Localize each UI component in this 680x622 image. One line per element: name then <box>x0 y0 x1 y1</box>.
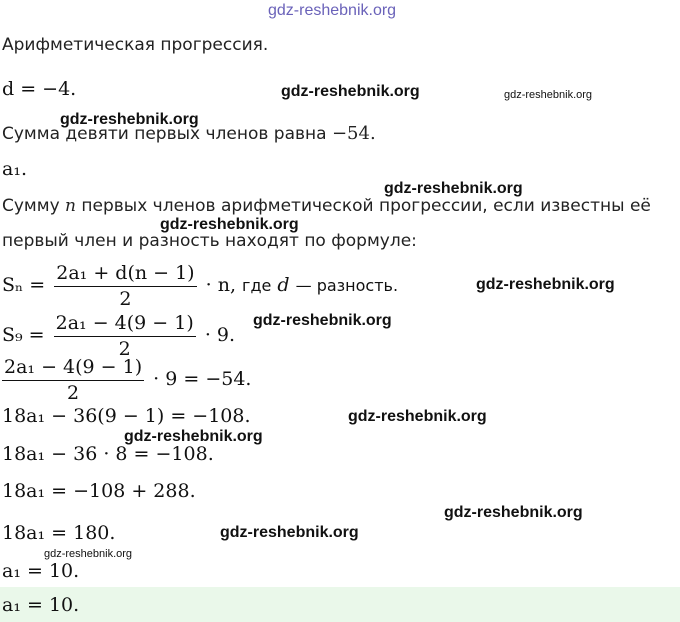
formula-where: где <box>242 276 272 295</box>
explanation-n: n <box>65 196 76 216</box>
equation-6: a₁ = 10. <box>2 560 80 582</box>
equation-1 <box>2 356 251 404</box>
eq1-tail: · 9 = −54. <box>153 368 252 390</box>
sum-value: −54. <box>331 123 376 144</box>
watermark: gdz-reshebnik.org <box>60 111 199 128</box>
eq1-numerator: 2a₁ − 4(9 − 1) <box>2 356 144 381</box>
formula-dash: — разность. <box>295 276 399 295</box>
watermark: gdz-reshebnik.org <box>476 276 615 293</box>
formula-denominator: 2 <box>119 288 132 310</box>
formula-lhs: Sₙ = <box>2 274 46 296</box>
find-a1: a₁. <box>2 158 27 180</box>
sum-formula <box>2 262 398 310</box>
watermark: gdz-reshebnik.org <box>253 312 392 329</box>
watermark: gdz-reshebnik.org <box>444 504 583 521</box>
watermark: gdz-reshebnik.org <box>220 524 359 541</box>
sum-text: Сумма девяти первых членов равна <box>2 124 327 144</box>
s9-numerator: 2a₁ − 4(9 − 1) <box>54 312 196 337</box>
watermark: gdz-reshebnik.org <box>44 548 133 560</box>
explanation-line2: первый член и разность находят по формуле: <box>2 231 417 251</box>
answer-box <box>0 587 680 622</box>
formula-numerator: 2a₁ + d(n − 1) <box>54 262 196 287</box>
watermark: gdz-reshebnik.org <box>281 83 420 100</box>
watermark: gdz-reshebnik.org <box>504 89 593 101</box>
s9-lhs: S₉ = <box>2 324 45 346</box>
watermark: gdz-reshebnik.org <box>160 216 299 233</box>
explanation-word: Сумму <box>2 196 60 216</box>
watermark-top: gdz-reshebnik.org <box>268 2 397 19</box>
heading: Арифметическая прогрессия. <box>2 35 269 55</box>
watermark: gdz-reshebnik.org <box>348 408 487 425</box>
equation-2: 18a₁ − 36(9 − 1) = −108. <box>2 405 251 427</box>
watermark: gdz-reshebnik.org <box>124 428 263 445</box>
s9-fraction <box>54 312 196 360</box>
s9-denominator: 2 <box>118 338 131 360</box>
given-d: d = −4. <box>2 78 77 100</box>
explanation-line1 <box>2 196 651 216</box>
s9-formula <box>2 312 235 360</box>
answer: a₁ = 10. <box>2 594 80 616</box>
formula-fraction <box>54 262 196 310</box>
formula-tail: · n, <box>205 274 236 296</box>
eq1-fraction <box>2 356 144 404</box>
explanation-rest: первых членов арифметической прогрессии, если известны её <box>81 196 651 216</box>
equation-5: 18a₁ = 180. <box>2 522 116 544</box>
watermark: gdz-reshebnik.org <box>384 180 523 197</box>
equation-4: 18a₁ = −108 + 288. <box>2 480 196 502</box>
formula-d: d <box>277 274 290 296</box>
equation-3: 18a₁ − 36 · 8 = −108. <box>2 443 214 465</box>
s9-tail: · 9. <box>204 324 236 346</box>
eq1-denominator: 2 <box>67 382 80 404</box>
